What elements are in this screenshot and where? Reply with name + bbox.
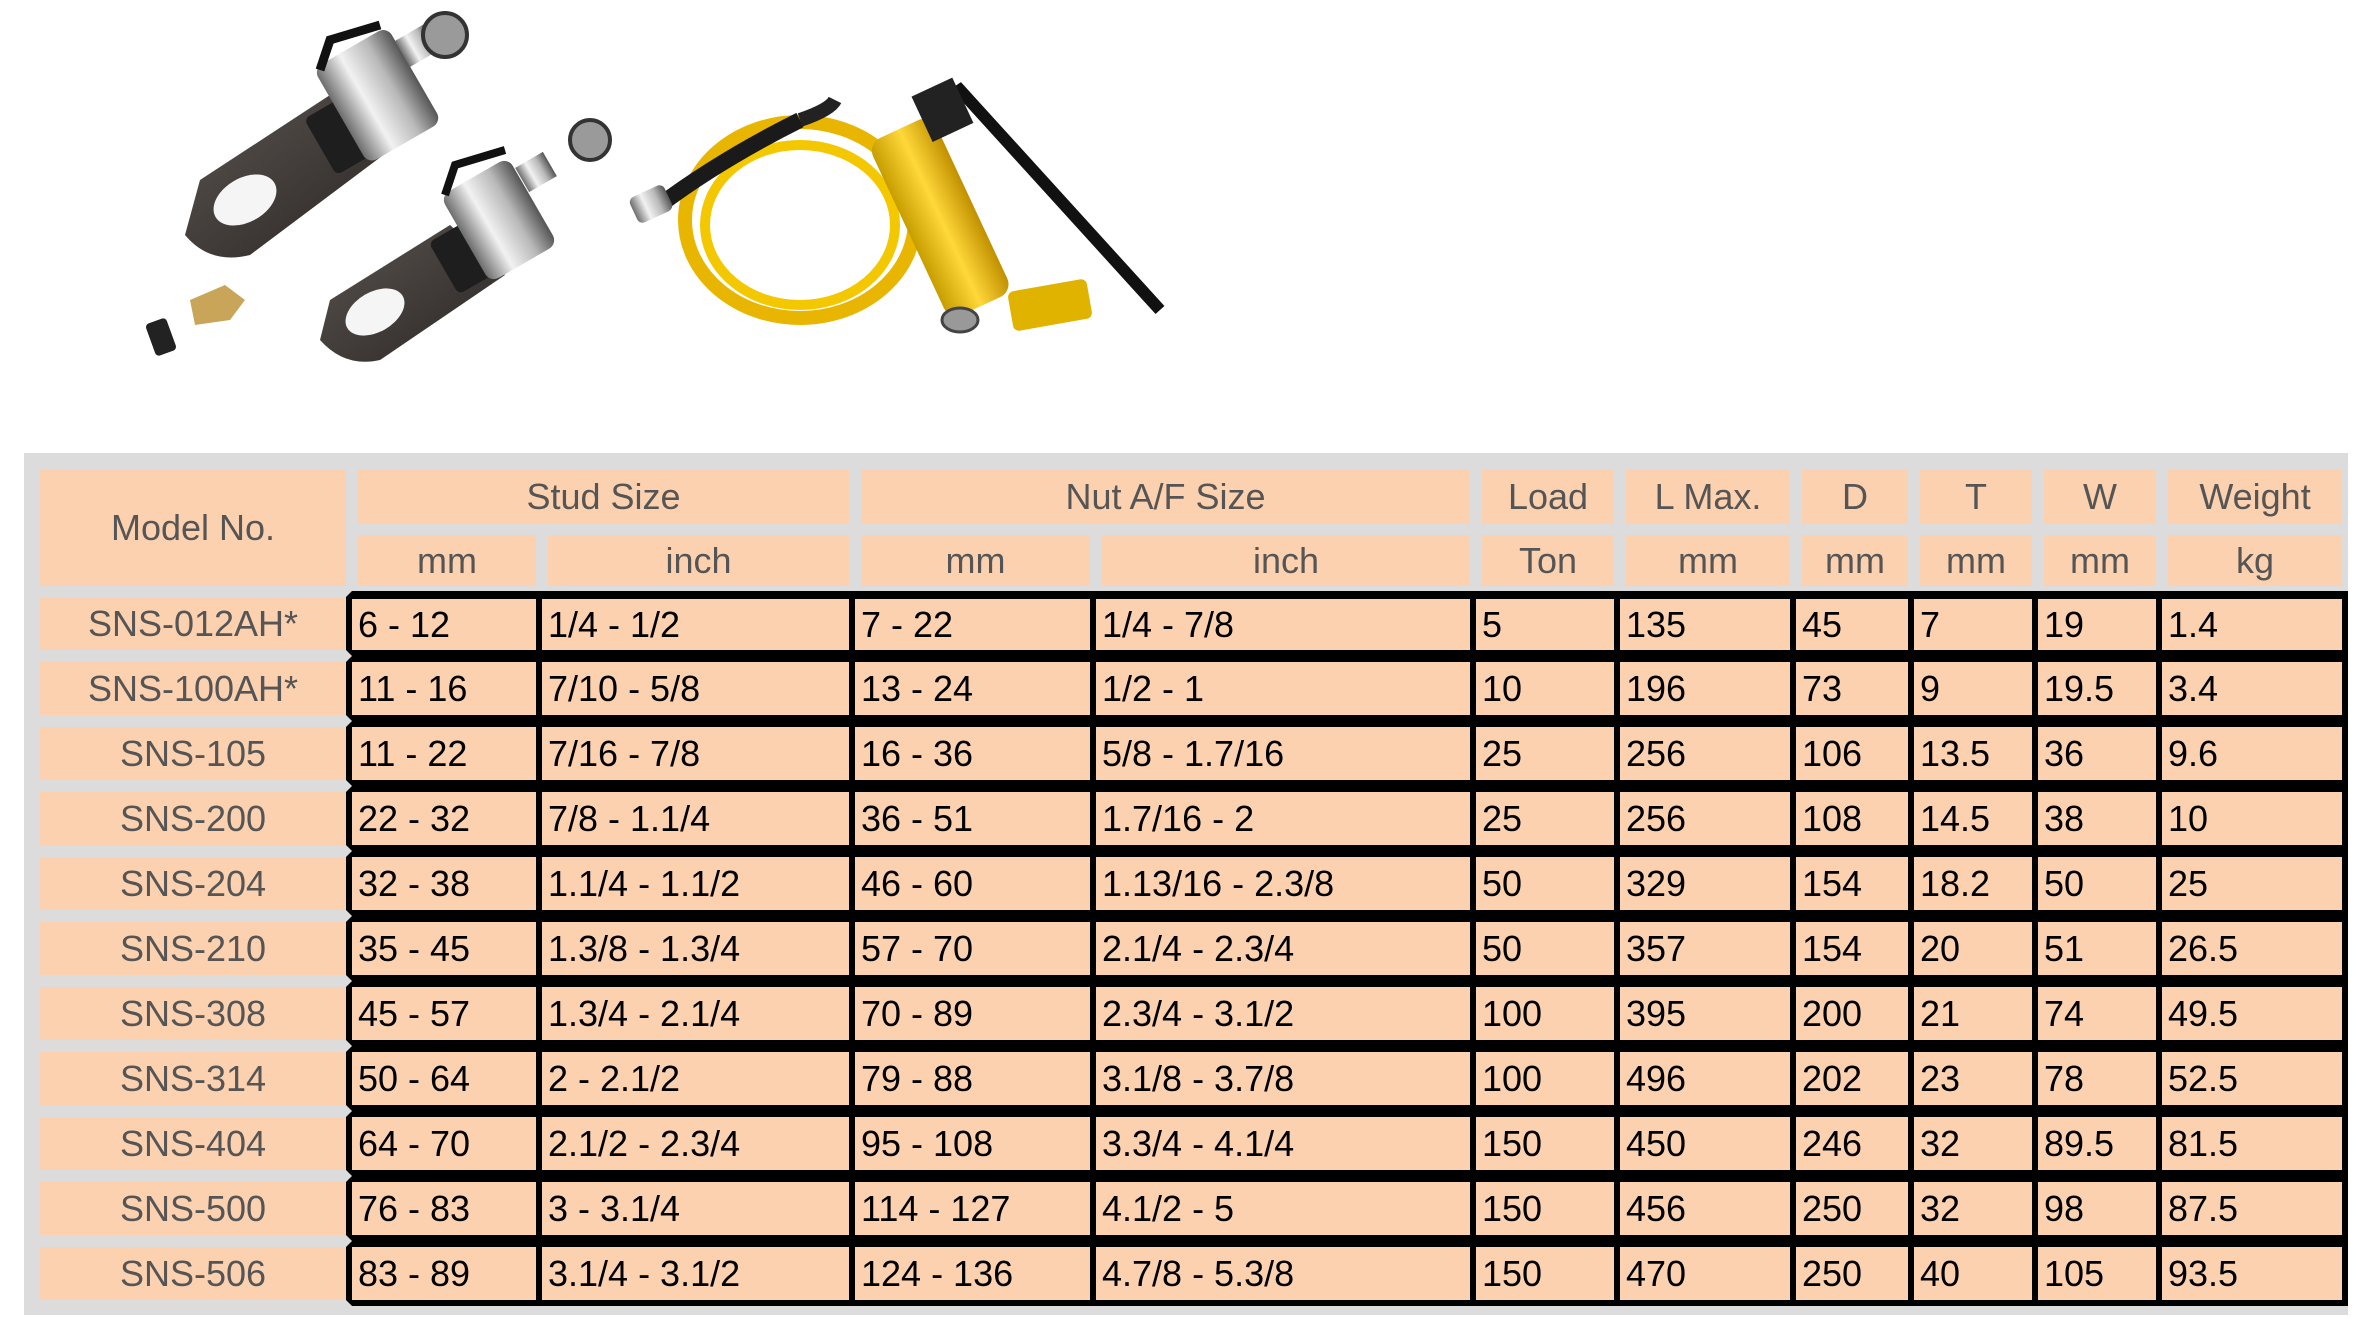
l-max-header: L Max. (1620, 463, 1796, 529)
weight-header: Weight (2162, 463, 2348, 529)
table-row (34, 786, 2348, 851)
w-cell: 19 (2038, 591, 2162, 656)
nut-mm-cell: 16 - 36 (855, 721, 1096, 786)
nut-mm-unit: mm (855, 529, 1096, 591)
nut-mm-cell: 79 - 88 (855, 1046, 1096, 1111)
stud-inch-cell: 2.1/2 - 2.3/4 (542, 1111, 855, 1176)
load-cell: 150 (1476, 1176, 1620, 1241)
stud-mm-cell: 11 - 16 (352, 656, 542, 721)
d-cell: 246 (1796, 1111, 1914, 1176)
w-cell: 89.5 (2038, 1111, 2162, 1176)
stud-mm-cell: 64 - 70 (352, 1111, 542, 1176)
hydraulic-hand-pump-image (628, 78, 1160, 332)
header-row-2 (34, 529, 2348, 591)
model-cell: SNS-100AH* (34, 656, 352, 721)
nut-mm-cell: 57 - 70 (855, 916, 1096, 981)
nut-mm-cell: 70 - 89 (855, 981, 1096, 1046)
w-cell: 51 (2038, 916, 2162, 981)
load-cell: 150 (1476, 1111, 1620, 1176)
nut-mm-cell: 46 - 60 (855, 851, 1096, 916)
weight-cell: 1.4 (2162, 591, 2348, 656)
table-row (34, 591, 2348, 656)
model-cell: SNS-204 (34, 851, 352, 916)
d-cell: 250 (1796, 1241, 1914, 1306)
weight-cell: 93.5 (2162, 1241, 2348, 1306)
load-cell: 25 (1476, 721, 1620, 786)
nut-mm-cell: 124 - 136 (855, 1241, 1096, 1306)
d-cell: 154 (1796, 851, 1914, 916)
nut-inch-cell: 1/4 - 7/8 (1096, 591, 1476, 656)
stud-size-header: Stud Size (352, 463, 855, 529)
stud-inch-cell: 2 - 2.1/2 (542, 1046, 855, 1111)
nut-inch-cell: 5/8 - 1.7/16 (1096, 721, 1476, 786)
t-unit: mm (1914, 529, 2038, 591)
t-header: T (1914, 463, 2038, 529)
table-row (34, 721, 2348, 786)
model-cell: SNS-314 (34, 1046, 352, 1111)
w-cell: 78 (2038, 1046, 2162, 1111)
stud-inch-cell: 1.3/8 - 1.3/4 (542, 916, 855, 981)
model-cell: SNS-105 (34, 721, 352, 786)
nut-mm-cell: 95 - 108 (855, 1111, 1096, 1176)
product-images (0, 0, 1200, 420)
w-header: W (2038, 463, 2162, 529)
load-cell: 25 (1476, 786, 1620, 851)
table-row (34, 1046, 2348, 1111)
t-cell: 18.2 (1914, 851, 2038, 916)
load-cell: 5 (1476, 591, 1620, 656)
nut-inch-cell: 1.7/16 - 2 (1096, 786, 1476, 851)
model-cell: SNS-308 (34, 981, 352, 1046)
model-cell: SNS-404 (34, 1111, 352, 1176)
w-cell: 19.5 (2038, 656, 2162, 721)
l-max-cell: 496 (1620, 1046, 1796, 1111)
l-max-cell: 256 (1620, 721, 1796, 786)
stud-inch-cell: 7/8 - 1.1/4 (542, 786, 855, 851)
l-max-cell: 357 (1620, 916, 1796, 981)
stud-mm-cell: 6 - 12 (352, 591, 542, 656)
t-cell: 20 (1914, 916, 2038, 981)
model-cell: SNS-200 (34, 786, 352, 851)
table-body (34, 591, 2348, 1306)
t-cell: 21 (1914, 981, 2038, 1046)
nut-inch-cell: 1.13/16 - 2.3/8 (1096, 851, 1476, 916)
nut-inch-cell: 1/2 - 1 (1096, 656, 1476, 721)
weight-unit: kg (2162, 529, 2348, 591)
weight-cell: 49.5 (2162, 981, 2348, 1046)
stud-inch-unit: inch (542, 529, 855, 591)
w-unit: mm (2038, 529, 2162, 591)
nut-inch-cell: 3.3/4 - 4.1/4 (1096, 1111, 1476, 1176)
stud-mm-cell: 50 - 64 (352, 1046, 542, 1111)
load-cell: 100 (1476, 981, 1620, 1046)
stud-inch-cell: 1.3/4 - 2.1/4 (542, 981, 855, 1046)
l-max-cell: 456 (1620, 1176, 1796, 1241)
nut-inch-cell: 4.7/8 - 5.3/8 (1096, 1241, 1476, 1306)
stud-mm-cell: 35 - 45 (352, 916, 542, 981)
table-row (34, 1176, 2348, 1241)
d-cell: 200 (1796, 981, 1914, 1046)
d-cell: 73 (1796, 656, 1914, 721)
nut-mm-cell: 7 - 22 (855, 591, 1096, 656)
load-cell: 50 (1476, 916, 1620, 981)
w-cell: 74 (2038, 981, 2162, 1046)
nut-af-size-header: Nut A/F Size (855, 463, 1476, 529)
table-row (34, 1111, 2348, 1176)
stud-mm-unit: mm (352, 529, 542, 591)
load-unit: Ton (1476, 529, 1620, 591)
stud-inch-cell: 7/10 - 5/8 (542, 656, 855, 721)
d-cell: 108 (1796, 786, 1914, 851)
d-cell: 250 (1796, 1176, 1914, 1241)
weight-cell: 25 (2162, 851, 2348, 916)
l-max-unit: mm (1620, 529, 1796, 591)
t-cell: 40 (1914, 1241, 2038, 1306)
nut-mm-cell: 36 - 51 (855, 786, 1096, 851)
load-cell: 50 (1476, 851, 1620, 916)
load-cell: 150 (1476, 1241, 1620, 1306)
spec-table (34, 463, 2348, 1306)
load-header: Load (1476, 463, 1620, 529)
weight-cell: 9.6 (2162, 721, 2348, 786)
table-row (34, 851, 2348, 916)
stud-mm-cell: 45 - 57 (352, 981, 542, 1046)
t-cell: 14.5 (1914, 786, 2038, 851)
stud-inch-cell: 1.1/4 - 1.1/2 (542, 851, 855, 916)
t-cell: 23 (1914, 1046, 2038, 1111)
stud-mm-cell: 76 - 83 (352, 1176, 542, 1241)
table-row (34, 1241, 2348, 1306)
w-cell: 105 (2038, 1241, 2162, 1306)
stud-inch-cell: 3 - 3.1/4 (542, 1176, 855, 1241)
stud-inch-cell: 1/4 - 1/2 (542, 591, 855, 656)
l-max-cell: 196 (1620, 656, 1796, 721)
stud-mm-cell: 11 - 22 (352, 721, 542, 786)
w-cell: 98 (2038, 1176, 2162, 1241)
l-max-cell: 329 (1620, 851, 1796, 916)
d-unit: mm (1796, 529, 1914, 591)
l-max-cell: 395 (1620, 981, 1796, 1046)
table-row (34, 981, 2348, 1046)
t-cell: 9 (1914, 656, 2038, 721)
t-cell: 32 (1914, 1111, 2038, 1176)
model-cell: SNS-500 (34, 1176, 352, 1241)
l-max-cell: 450 (1620, 1111, 1796, 1176)
model-header: Model No. (34, 463, 352, 591)
d-cell: 45 (1796, 591, 1914, 656)
l-max-cell: 256 (1620, 786, 1796, 851)
model-cell: SNS-210 (34, 916, 352, 981)
d-cell: 106 (1796, 721, 1914, 786)
weight-cell: 3.4 (2162, 656, 2348, 721)
d-cell: 202 (1796, 1046, 1914, 1111)
w-cell: 36 (2038, 721, 2162, 786)
nut-mm-cell: 114 - 127 (855, 1176, 1096, 1241)
model-cell: SNS-012AH* (34, 591, 352, 656)
t-cell: 7 (1914, 591, 2038, 656)
nut-inch-cell: 4.1/2 - 5 (1096, 1176, 1476, 1241)
load-cell: 10 (1476, 656, 1620, 721)
nut-inch-unit: inch (1096, 529, 1476, 591)
t-cell: 13.5 (1914, 721, 2038, 786)
w-cell: 38 (2038, 786, 2162, 851)
stud-mm-cell: 83 - 89 (352, 1241, 542, 1306)
stud-inch-cell: 3.1/4 - 3.1/2 (542, 1241, 855, 1306)
stud-mm-cell: 32 - 38 (352, 851, 542, 916)
l-max-cell: 135 (1620, 591, 1796, 656)
weight-cell: 87.5 (2162, 1176, 2348, 1241)
weight-cell: 52.5 (2162, 1046, 2348, 1111)
d-cell: 154 (1796, 916, 1914, 981)
nut-inch-cell: 2.3/4 - 3.1/2 (1096, 981, 1476, 1046)
stud-inch-cell: 7/16 - 7/8 (542, 721, 855, 786)
stud-mm-cell: 22 - 32 (352, 786, 542, 851)
header-row-1 (34, 463, 2348, 529)
weight-cell: 81.5 (2162, 1111, 2348, 1176)
spec-table-container (24, 453, 2348, 1315)
l-max-cell: 470 (1620, 1241, 1796, 1306)
w-cell: 50 (2038, 851, 2162, 916)
d-header: D (1796, 463, 1914, 529)
weight-cell: 10 (2162, 786, 2348, 851)
nut-inch-cell: 2.1/4 - 2.3/4 (1096, 916, 1476, 981)
table-row (34, 656, 2348, 721)
weight-cell: 26.5 (2162, 916, 2348, 981)
load-cell: 100 (1476, 1046, 1620, 1111)
nut-inch-cell: 3.1/8 - 3.7/8 (1096, 1046, 1476, 1111)
t-cell: 32 (1914, 1176, 2038, 1241)
table-row (34, 916, 2348, 981)
model-cell: SNS-506 (34, 1241, 352, 1306)
nut-mm-cell: 13 - 24 (855, 656, 1096, 721)
